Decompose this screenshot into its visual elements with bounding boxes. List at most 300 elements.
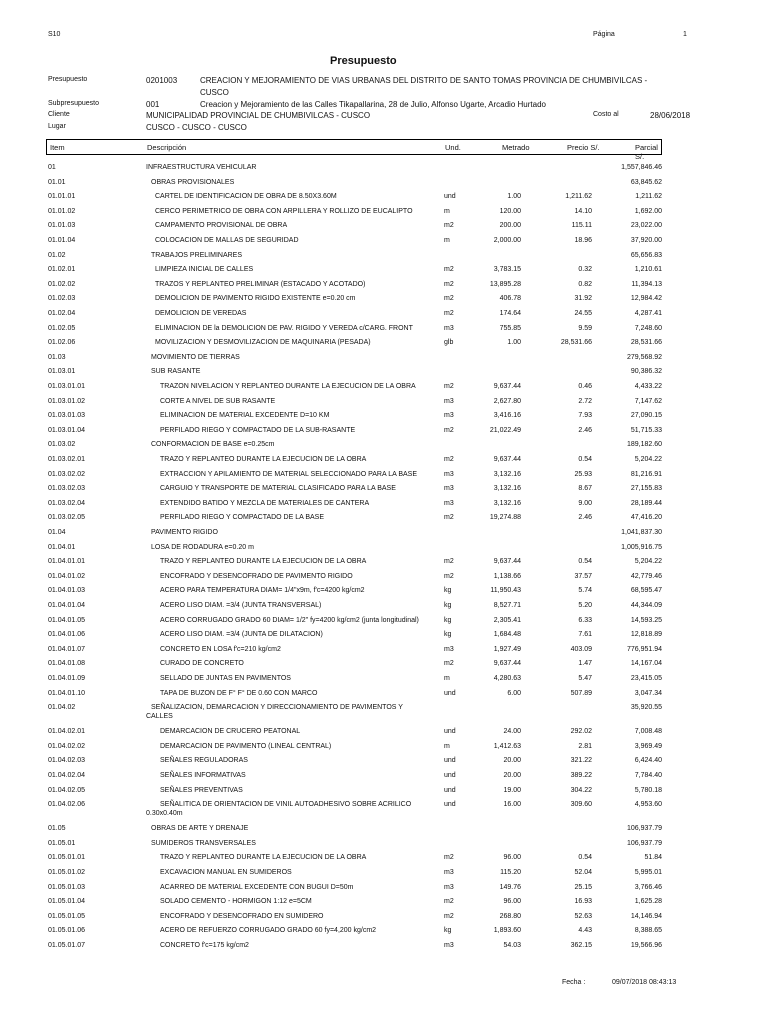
row-precio: 2.72	[578, 397, 592, 405]
row-unit: kg	[444, 927, 452, 935]
table-row	[0, 587, 768, 601]
cliente-label: Cliente	[48, 111, 70, 118]
row-description: LOSA DE RODADURA e=0.20 m	[151, 543, 254, 551]
row-parcial: 6,424.40	[634, 757, 662, 765]
row-parcial: 11,394.13	[631, 280, 662, 288]
row-parcial: 1,041,837.30	[621, 529, 662, 536]
table-row	[0, 927, 768, 941]
row-item: 01.05.01.06	[48, 927, 85, 935]
row-description: DEMARCACION DE CRUCERO PEATONAL	[160, 728, 301, 736]
row-description: ELIMINACION DE la DEMOLICION DE PAV. RIGIDO Y VEREDA c/CARG. FRONT	[155, 324, 413, 332]
row-parcial: 28,531.66	[630, 339, 662, 347]
row-unit: m2	[444, 558, 454, 566]
fecha-value: 09/07/2018 08:43:13	[612, 979, 677, 986]
row-parcial: 27,155.83	[630, 485, 662, 493]
subpresupuesto-code: 001	[146, 100, 160, 109]
row-parcial: 51,715.33	[630, 426, 662, 434]
row-metrado: 2,305.41	[493, 616, 521, 624]
row-parcial: 65,656.83	[630, 251, 662, 259]
row-item: 01.05.01.04	[48, 898, 85, 906]
row-item: 01.02.05	[48, 324, 76, 332]
row-item: 01.03.01	[48, 368, 76, 376]
row-parcial: 19,566.96	[630, 942, 662, 949]
row-item: 01.01	[48, 178, 66, 186]
row-item: 01.04.02.02	[48, 742, 85, 750]
table-row	[0, 898, 768, 912]
row-unit: m	[444, 207, 450, 215]
row-precio: 5.74	[578, 587, 592, 595]
row-precio: 16.93	[574, 898, 592, 906]
row-description: TRAZO Y REPLANTEO DURANTE LA EJECUCION DE LA OBRA	[160, 456, 367, 463]
row-precio: 2.46	[578, 426, 592, 434]
row-description: ENCOFRADO Y DESENCOFRADO EN SUMIDERO	[160, 912, 324, 920]
table-row	[0, 179, 768, 193]
row-precio: 507.89	[570, 689, 592, 697]
row-parcial: 7,008.48	[634, 728, 662, 736]
costo-date: 28/06/2018	[650, 111, 691, 120]
row-description: TRAZO Y REPLANTEO DURANTE LA EJECUCION DE LA OBRA	[160, 854, 367, 862]
table-row	[0, 801, 768, 818]
row-description: SEÑALES REGULADORAS	[160, 757, 248, 765]
lugar-value: CUSCO - CUSCO - CUSCO	[146, 123, 247, 132]
row-item: 01.02.06	[48, 339, 76, 347]
row-description: ACERO LISO DIAM. =3/4 (JUNTA TRANSVERSAL)	[160, 602, 322, 609]
table-row	[0, 222, 768, 236]
row-unit: m2	[444, 295, 454, 303]
table-row	[0, 854, 768, 868]
row-unit: m3	[444, 470, 454, 478]
row-metrado: 3,132.16	[493, 470, 521, 478]
row-unit: und	[444, 689, 456, 697]
row-precio: 2.46	[578, 514, 592, 522]
row-precio: 304.22	[570, 786, 592, 794]
row-unit: glb	[444, 339, 454, 347]
row-unit: kg	[444, 602, 452, 609]
row-metrado: 8,527.71	[493, 602, 521, 609]
row-parcial: 14,167.04	[630, 660, 662, 668]
row-precio: 0.54	[578, 854, 592, 862]
row-parcial: 8,388.65	[634, 927, 662, 935]
row-parcial: 63,845.62	[630, 178, 662, 186]
row-item: 01.04.01.04	[48, 602, 85, 609]
row-unit: m2	[444, 280, 454, 288]
row-description: TRAZOS Y REPLANTEO PRELIMINAR (ESTACADO Y ACOTADO)	[155, 280, 366, 288]
row-item: 01.01.02	[48, 207, 76, 215]
table-row	[0, 514, 768, 528]
table-row	[0, 281, 768, 295]
table-row	[0, 660, 768, 674]
table-row	[0, 325, 768, 339]
row-parcial: 4,953.60	[634, 801, 662, 809]
row-description: DEMOLICION DE VEREDAS	[155, 310, 247, 317]
table-row	[0, 617, 768, 631]
row-description: CARTEL DE IDENTIFICACION DE OBRA DE 8.50X3.60M	[155, 193, 337, 201]
table-row	[0, 787, 768, 801]
page-number: 1	[683, 31, 687, 38]
table-row	[0, 252, 768, 266]
row-metrado: 1,893.60	[493, 927, 521, 935]
row-description: CONCRETO EN LOSA f'c=210 kg/cm2	[160, 645, 281, 653]
row-description: EXTENDIDO BATIDO Y MEZCLA DE MATERIALES DE CANTERA	[160, 499, 370, 507]
table-row	[0, 602, 768, 616]
row-item: 01.04.01.01	[48, 558, 85, 566]
row-item: 01.04.01.09	[48, 675, 85, 682]
row-item: 01.04.01	[48, 543, 76, 551]
row-parcial: 44,344.09	[630, 602, 662, 609]
row-parcial: 12,818.89	[630, 631, 662, 639]
row-description: SUMIDEROS TRANSVERSALES	[151, 839, 256, 847]
row-precio: 7.61	[578, 631, 592, 639]
row-metrado: 3,132.16	[493, 485, 521, 493]
row-parcial: 189,182.60	[626, 441, 662, 449]
row-parcial: 68,595.47	[630, 587, 662, 595]
table-row	[0, 913, 768, 927]
row-item: 01.02.03	[48, 295, 76, 303]
row-precio: 389.22	[570, 772, 592, 779]
row-item: 01.02.04	[48, 310, 76, 317]
row-unit: m2	[444, 310, 454, 317]
row-unit: m	[444, 237, 450, 244]
row-precio: 362.15	[570, 942, 592, 949]
row-item: 01.04.01.05	[48, 616, 85, 624]
table-row	[0, 383, 768, 397]
table-row	[0, 456, 768, 470]
row-precio: 18.96	[574, 237, 592, 244]
table-row	[0, 441, 768, 455]
row-item: 01.02.01	[48, 266, 76, 274]
row-parcial: 776,951.94	[626, 645, 662, 653]
row-metrado: 1.00	[507, 193, 521, 201]
row-parcial: 14,146.94	[630, 912, 662, 920]
row-precio: 1.47	[578, 660, 592, 668]
row-precio: 14.10	[574, 207, 592, 215]
row-metrado: 11,950.43	[490, 587, 521, 595]
row-item: 01.05.01.02	[48, 869, 85, 876]
row-unit: m2	[444, 912, 454, 920]
row-description: CONCRETO f'c=175 kg/cm2	[160, 942, 249, 949]
row-item: 01.01.03	[48, 222, 76, 230]
row-parcial: 37,920.00	[630, 237, 662, 244]
table-row	[0, 646, 768, 660]
presupuesto-description-cont: CUSCO	[200, 88, 229, 97]
row-metrado: 755.85	[499, 324, 521, 332]
row-precio: 24.55	[574, 310, 592, 317]
table-row	[0, 164, 768, 178]
row-item: 01.03.01.04	[48, 426, 85, 434]
row-unit: m	[444, 742, 450, 750]
row-precio: 1,211.62	[565, 193, 592, 201]
row-metrado: 20.00	[503, 757, 521, 765]
table-row	[0, 884, 768, 898]
row-metrado: 1,927.49	[493, 645, 521, 653]
row-parcial: 7,248.60	[634, 324, 662, 332]
table-row	[0, 704, 768, 721]
row-description: CAMPAMENTO PROVISIONAL DE OBRA	[155, 222, 288, 230]
row-description: SEÑALIZACION, DEMARCACION Y DIRECCIONAMIENTO DE PAVIMENTOS Y	[151, 704, 403, 712]
row-parcial: 1,211.62	[635, 193, 662, 201]
row-item: 01.05.01.07	[48, 942, 85, 949]
row-item: 01.04.01.07	[48, 645, 85, 653]
row-description: ACERO CORRUGADO GRADO 60 DIAM= 1/2" fy=4200 kg/cm2 (junta longitudinal)	[160, 616, 419, 624]
row-item: 01.04.02	[48, 704, 76, 712]
cliente-value: MUNICIPALIDAD PROVINCIAL DE CHUMBIVILCAS - CUSCO	[146, 111, 371, 120]
row-description: TRAZON NIVELACION Y REPLANTEO DURANTE LA EJECUCION DE LA OBRA	[160, 383, 416, 390]
row-unit: m3	[444, 942, 454, 949]
row-precio: 321.22	[570, 757, 592, 765]
row-item: 01.03.02.01	[48, 456, 85, 463]
row-unit: kg	[444, 616, 452, 624]
row-metrado: 1,684.48	[493, 631, 521, 639]
row-item: 01.04.02.06	[48, 801, 85, 809]
row-precio: 25.15	[574, 883, 592, 891]
row-description: TRABAJOS PRELIMINARES	[151, 251, 243, 259]
row-description-cont: 0.30x0.40m	[146, 810, 183, 818]
row-metrado: 6.00	[507, 689, 521, 697]
row-parcial: 28,189.44	[630, 499, 662, 507]
row-description: TRAZO Y REPLANTEO DURANTE LA EJECUCION DE LA OBRA	[160, 558, 367, 566]
row-parcial: 3,766.46	[634, 883, 662, 891]
row-description: CERCO PERIMETRICO DE OBRA CON ARPILLERA Y ROLLIZO DE EUCALIPTO	[155, 207, 413, 215]
row-description: ACARREO DE MATERIAL EXCEDENTE CON BUGUI D=50m	[160, 883, 354, 891]
presupuesto-code: 0201003	[146, 76, 178, 85]
row-parcial: 7,147.62	[634, 397, 662, 405]
row-item: 01.05.01.05	[48, 912, 85, 920]
table-row	[0, 339, 768, 353]
table-row	[0, 500, 768, 514]
row-metrado: 9,637.44	[493, 558, 521, 566]
row-precio: 5.47	[578, 675, 592, 682]
row-precio: 9.59	[578, 324, 592, 332]
row-description: ACERO LISO DIAM. =3/4 (JUNTA DE DILATACION)	[160, 631, 323, 639]
row-item: 01	[48, 164, 56, 171]
row-unit: m3	[444, 499, 454, 507]
row-metrado: 1,412.63	[493, 742, 521, 750]
document-title: Presupuesto	[330, 55, 397, 67]
table-row	[0, 193, 768, 207]
row-description: SEÑALES PREVENTIVAS	[160, 786, 243, 794]
row-parcial: 47,416.20	[630, 514, 662, 522]
row-precio: 4.43	[578, 927, 592, 935]
col-metrado: Metrado	[502, 143, 530, 152]
row-item: 01.05.01.01	[48, 854, 85, 862]
row-unit: m2	[444, 383, 454, 390]
row-description: SUB RASANTE	[151, 368, 201, 376]
table-row	[0, 825, 768, 839]
row-item: 01.03.02.03	[48, 485, 85, 493]
row-precio: 25.93	[574, 470, 592, 478]
row-parcial: 106,937.79	[626, 839, 662, 847]
row-metrado: 149.76	[499, 883, 521, 891]
row-unit: und	[444, 728, 456, 736]
row-item: 01.02.02	[48, 280, 76, 288]
row-item: 01.05	[48, 825, 66, 833]
table-row	[0, 743, 768, 757]
row-description: CURADO DE CONCRETO	[160, 660, 244, 668]
row-unit: m2	[444, 514, 454, 522]
row-item: 01.04.01.06	[48, 631, 85, 639]
row-item: 01.04.01.03	[48, 587, 85, 595]
row-unit: und	[444, 193, 456, 201]
row-description: PERFILADO RIEGO Y COMPACTADO DE LA BASE	[160, 514, 325, 522]
table-row	[0, 558, 768, 572]
row-unit: und	[444, 772, 456, 779]
row-description: CORTE A NIVEL DE SUB RASANTE	[160, 397, 276, 405]
row-metrado: 96.00	[503, 854, 521, 862]
row-description: EXCAVACION MANUAL EN SUMIDEROS	[160, 869, 292, 876]
table-row	[0, 869, 768, 883]
row-parcial: 279,568.92	[626, 353, 662, 361]
row-parcial: 3,047.34	[634, 689, 662, 697]
row-description: SELLADO DE JUNTAS EN PAVIMENTOS	[160, 675, 291, 682]
row-item: 01.04	[48, 529, 66, 536]
software-id: S10	[48, 31, 61, 38]
row-parcial: 1,005,916.75	[621, 543, 662, 551]
row-metrado: 20.00	[503, 772, 521, 779]
row-metrado: 406.78	[499, 295, 521, 303]
row-item: 01.03.02.05	[48, 514, 85, 522]
row-item: 01.04.01.02	[48, 572, 85, 580]
row-description: ELIMINACION DE MATERIAL EXCEDENTE D=10 KM	[160, 412, 330, 420]
row-description: COLOCACION DE MALLAS DE SEGURIDAD	[155, 237, 299, 244]
table-row	[0, 295, 768, 309]
row-parcial: 12,984.42	[630, 295, 662, 303]
row-description: ACERO PARA TEMPERATURA DIAM= 1/4"x9m, f'c=4200 kg/cm2	[160, 587, 365, 595]
row-item: 01.02	[48, 251, 66, 259]
row-metrado: 13,895.28	[489, 280, 521, 288]
row-parcial: 14,593.25	[630, 616, 662, 624]
row-description: CONFORMACION DE BASE e=0.25cm	[151, 441, 275, 449]
presupuesto-description: CREACION Y MEJORAMIENTO DE VIAS URBANAS DEL DISTRITO DE SANTO TOMAS PROVINCIA DE CHUMBIVILCAS -	[200, 76, 648, 85]
row-precio: 52.63	[574, 912, 592, 920]
row-unit: und	[444, 786, 456, 794]
row-metrado: 9,637.44	[493, 383, 521, 390]
row-item: 01.03.02.02	[48, 470, 85, 478]
row-precio: 7.93	[578, 412, 592, 420]
row-description: OBRAS DE ARTE Y DRENAJE	[151, 825, 249, 833]
row-precio: 0.46	[578, 383, 592, 390]
row-parcial: 42,779.46	[630, 572, 662, 580]
table-row	[0, 529, 768, 543]
table-row	[0, 427, 768, 441]
table-row	[0, 208, 768, 222]
row-unit: m	[444, 675, 450, 682]
table-row	[0, 690, 768, 704]
row-description-cont: CALLES	[146, 713, 173, 721]
col-descripcion: Descripción	[147, 143, 187, 152]
row-description: DEMOLICION DE PAVIMENTO RIGIDO EXISTENTE e=0.20 cm	[155, 295, 356, 303]
row-unit: m2	[444, 898, 454, 906]
row-description: PERFILADO RIEGO Y COMPACTADO DE LA SUB-RASANTE	[160, 426, 356, 434]
page-label: Página	[593, 31, 615, 38]
row-metrado: 9,637.44	[493, 456, 521, 463]
row-unit: m2	[444, 660, 454, 668]
lugar-label: Lugar	[48, 123, 66, 130]
row-parcial: 27,090.15	[630, 412, 662, 420]
table-row	[0, 544, 768, 558]
row-item: 01.04.01.08	[48, 660, 85, 668]
row-unit: m3	[444, 324, 454, 332]
row-metrado: 21,022.49	[489, 426, 521, 434]
row-metrado: 4,280.63	[493, 675, 521, 682]
row-description: SEÑALES INFORMATIVAS	[160, 772, 246, 779]
row-description: DEMARCACION DE PAVIMENTO (LINEAL CENTRAL)	[160, 742, 332, 750]
row-precio: 309.60	[570, 801, 592, 809]
row-item: 01.01.01	[48, 193, 76, 201]
row-metrado: 9,637.44	[493, 660, 521, 668]
row-unit: und	[444, 757, 456, 765]
row-parcial: 3,969.49	[634, 742, 662, 750]
row-metrado: 200.00	[499, 222, 521, 230]
row-item: 01.05.01	[48, 839, 76, 847]
row-metrado: 3,783.15	[493, 266, 521, 274]
subpresupuesto-label: Subpresupuesto	[48, 100, 99, 107]
row-precio: 0.32	[578, 266, 592, 274]
row-item: 01.03.01.01	[48, 383, 85, 390]
row-description: SOLADO CEMENTO - HORMIGON 1:12 e=5CM	[160, 898, 312, 906]
table-row	[0, 772, 768, 786]
row-unit: m3	[444, 645, 454, 653]
row-item: 01.04.02.04	[48, 772, 85, 779]
row-item: 01.03.01.03	[48, 412, 85, 420]
row-unit: und	[444, 801, 456, 809]
row-precio: 37.57	[574, 572, 592, 580]
table-row	[0, 631, 768, 645]
row-parcial: 4,433.22	[634, 383, 662, 390]
row-parcial: 35,920.55	[630, 704, 662, 712]
col-item: Item	[50, 143, 65, 152]
row-item: 01.03.01.02	[48, 397, 85, 405]
costo-label: Costo al	[593, 111, 619, 118]
row-parcial: 81,216.91	[630, 470, 662, 478]
row-parcial: 4,287.41	[634, 310, 662, 317]
row-parcial: 1,210.61	[634, 266, 662, 274]
row-metrado: 1,138.66	[493, 572, 521, 580]
row-parcial: 90,386.32	[630, 368, 662, 376]
table-row	[0, 728, 768, 742]
row-unit: m3	[444, 485, 454, 493]
row-description: ACERO DE REFUERZO CORRUGADO GRADO 60 fy=4,200 kg/cm2	[160, 927, 377, 935]
row-item: 01.03.02	[48, 441, 76, 449]
row-metrado: 3,416.16	[493, 412, 521, 420]
row-item: 01.04.01.10	[48, 689, 85, 697]
subpresupuesto-description: Creacion y Mejoramiento de las Calles Tikapallarina, 28 de Julio, Alfonso Ugarte, Arcadio Hurtado	[200, 100, 546, 109]
row-unit: kg	[444, 631, 452, 639]
fecha-label: Fecha :	[562, 979, 586, 986]
row-unit: m3	[444, 883, 454, 891]
row-description: MOVILIZACION Y DESMOVILIZACION DE MAQUINARIA (PESADA)	[155, 339, 371, 347]
row-metrado: 1.00	[507, 339, 521, 347]
row-item: 01.04.02.03	[48, 757, 85, 765]
row-item: 01.04.02.05	[48, 786, 85, 794]
row-parcial: 5,204.22	[634, 456, 662, 463]
row-precio: 292.02	[570, 728, 592, 736]
table-row	[0, 368, 768, 382]
row-precio: 2.81	[578, 742, 592, 750]
row-unit: m2	[444, 266, 454, 274]
row-item: 01.05.01.03	[48, 883, 85, 891]
row-precio: 52.04	[574, 869, 592, 876]
row-item: 01.03.02.04	[48, 499, 85, 507]
table-row	[0, 840, 768, 854]
table-row	[0, 485, 768, 499]
row-unit: m2	[444, 426, 454, 434]
row-precio: 5.20	[578, 602, 592, 609]
row-parcial: 5,995.01	[634, 869, 662, 876]
table-row	[0, 573, 768, 587]
row-precio: 115.11	[571, 222, 592, 230]
row-unit: m2	[444, 854, 454, 862]
row-unit: m3	[444, 412, 454, 420]
